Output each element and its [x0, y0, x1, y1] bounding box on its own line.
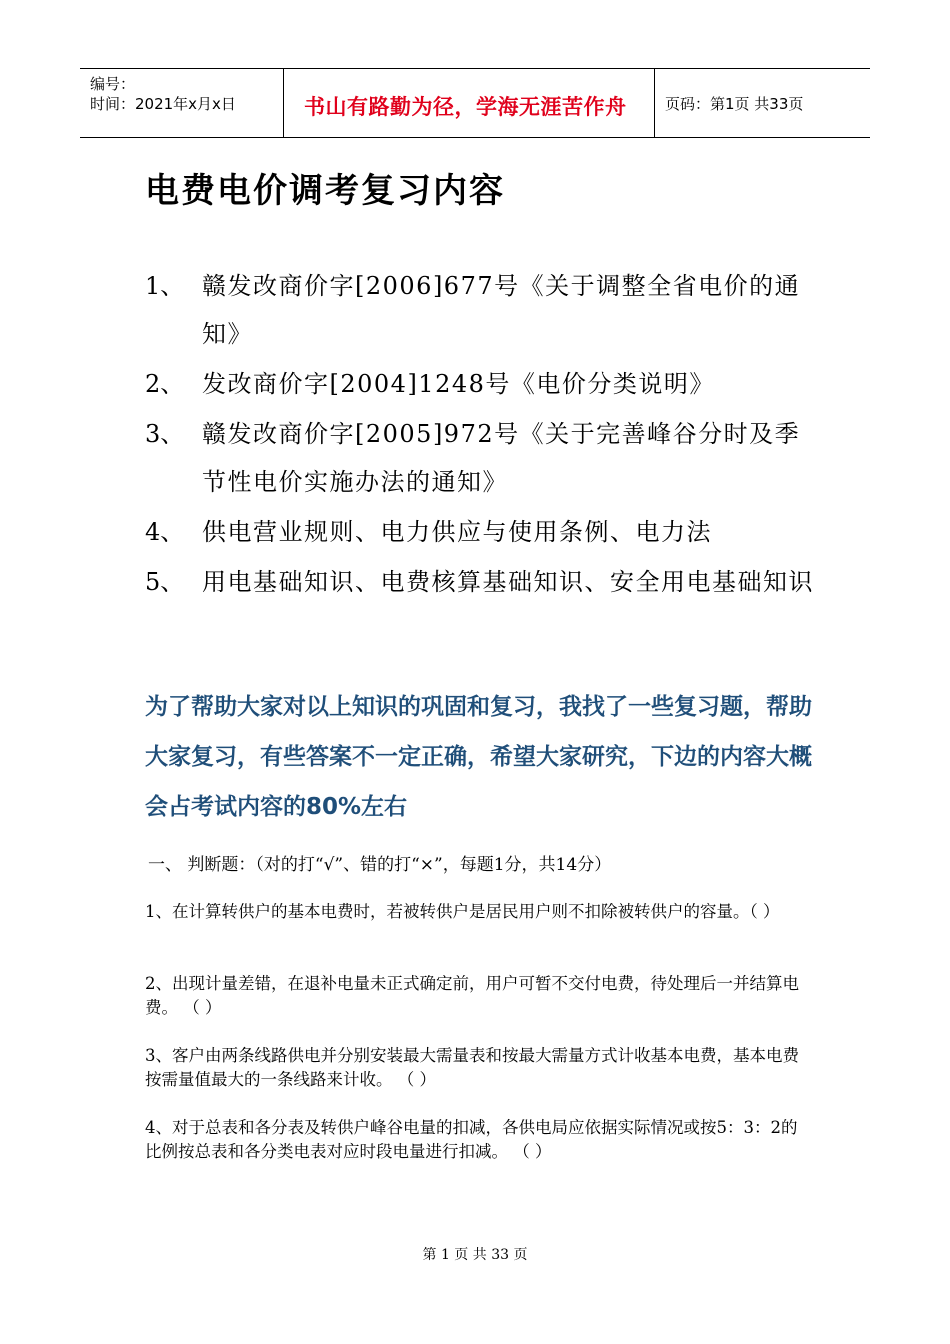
question-item: 1、在计算转供户的基本电费时，若被转供户是居民用户则不扣除被转供户的容量。（ ）	[145, 902, 780, 921]
list-item	[145, 262, 825, 358]
study-note: 为了帮助大家对以上知识的巩固和复习，我找了一些复习题，帮助大家复习，有些答案不一定正确，希望大家研究，下边的内容大概会占考试内容的80%左右	[145, 694, 812, 820]
number-label: 编号：	[90, 75, 136, 93]
list-item	[145, 508, 825, 556]
list-item-text: 供电营业规则、电力供应与使用条例、电力法	[202, 518, 712, 546]
time-label: 时间：2021年x月x日	[90, 95, 236, 113]
page-footer: 第 1 页 共 33 页	[422, 1247, 528, 1263]
list-item-number: 3、	[145, 420, 185, 448]
list-item-number: 2、	[145, 370, 185, 398]
content-list	[145, 262, 825, 608]
document-title: 电费电价调考复习内容	[145, 171, 505, 211]
list-item-number: 4、	[145, 518, 185, 546]
header-meta-cell	[80, 69, 284, 137]
list-item-text: 赣发改商价字[2005]972号《关于完善峰谷分时及季节性电价实施办法的通知》	[202, 420, 801, 496]
page-header	[80, 68, 870, 138]
header-motto-cell	[284, 69, 655, 137]
header-page-cell	[655, 69, 870, 137]
section-heading: 一、 判断题：（对的打“√”、错的打“×”，每题1分，共14分）	[148, 855, 612, 875]
list-item-text: 用电基础知识、电费核算基础知识、安全用电基础知识	[202, 568, 814, 596]
list-item-number: 5、	[145, 568, 185, 596]
question-item: 2、出现计量差错，在退补电量未正式确定前，用户可暂不交付电费，待处理后一并结算电费。 （ ）	[145, 974, 799, 1017]
list-item	[145, 558, 825, 606]
page-info: 页码：第1页 共33页	[665, 95, 804, 113]
question-item: 4、对于总表和各分表及转供户峰谷电量的扣减，各供电局应依据实际情况或按5：3：2的比例按总表和各分类电表对应时段电量进行扣减。 （ ）	[145, 1118, 798, 1161]
question-item: 3、客户由两条线路供电并分别安装最大需量表和按最大需量方式计收基本电费，基本电费按需量值最大的一条线路来计收。 （ ）	[145, 1046, 799, 1089]
motto: 书山有路勤为径，学海无涯苦作舟	[304, 95, 627, 119]
list-item-text: 赣发改商价字[2006]677号《关于调整全省电价的通知》	[202, 272, 801, 348]
list-item-number: 1、	[145, 272, 185, 300]
list-item	[145, 360, 825, 408]
list-item	[145, 410, 825, 506]
list-item-text: 发改商价字[2004]1248号《电价分类说明》	[202, 370, 715, 398]
